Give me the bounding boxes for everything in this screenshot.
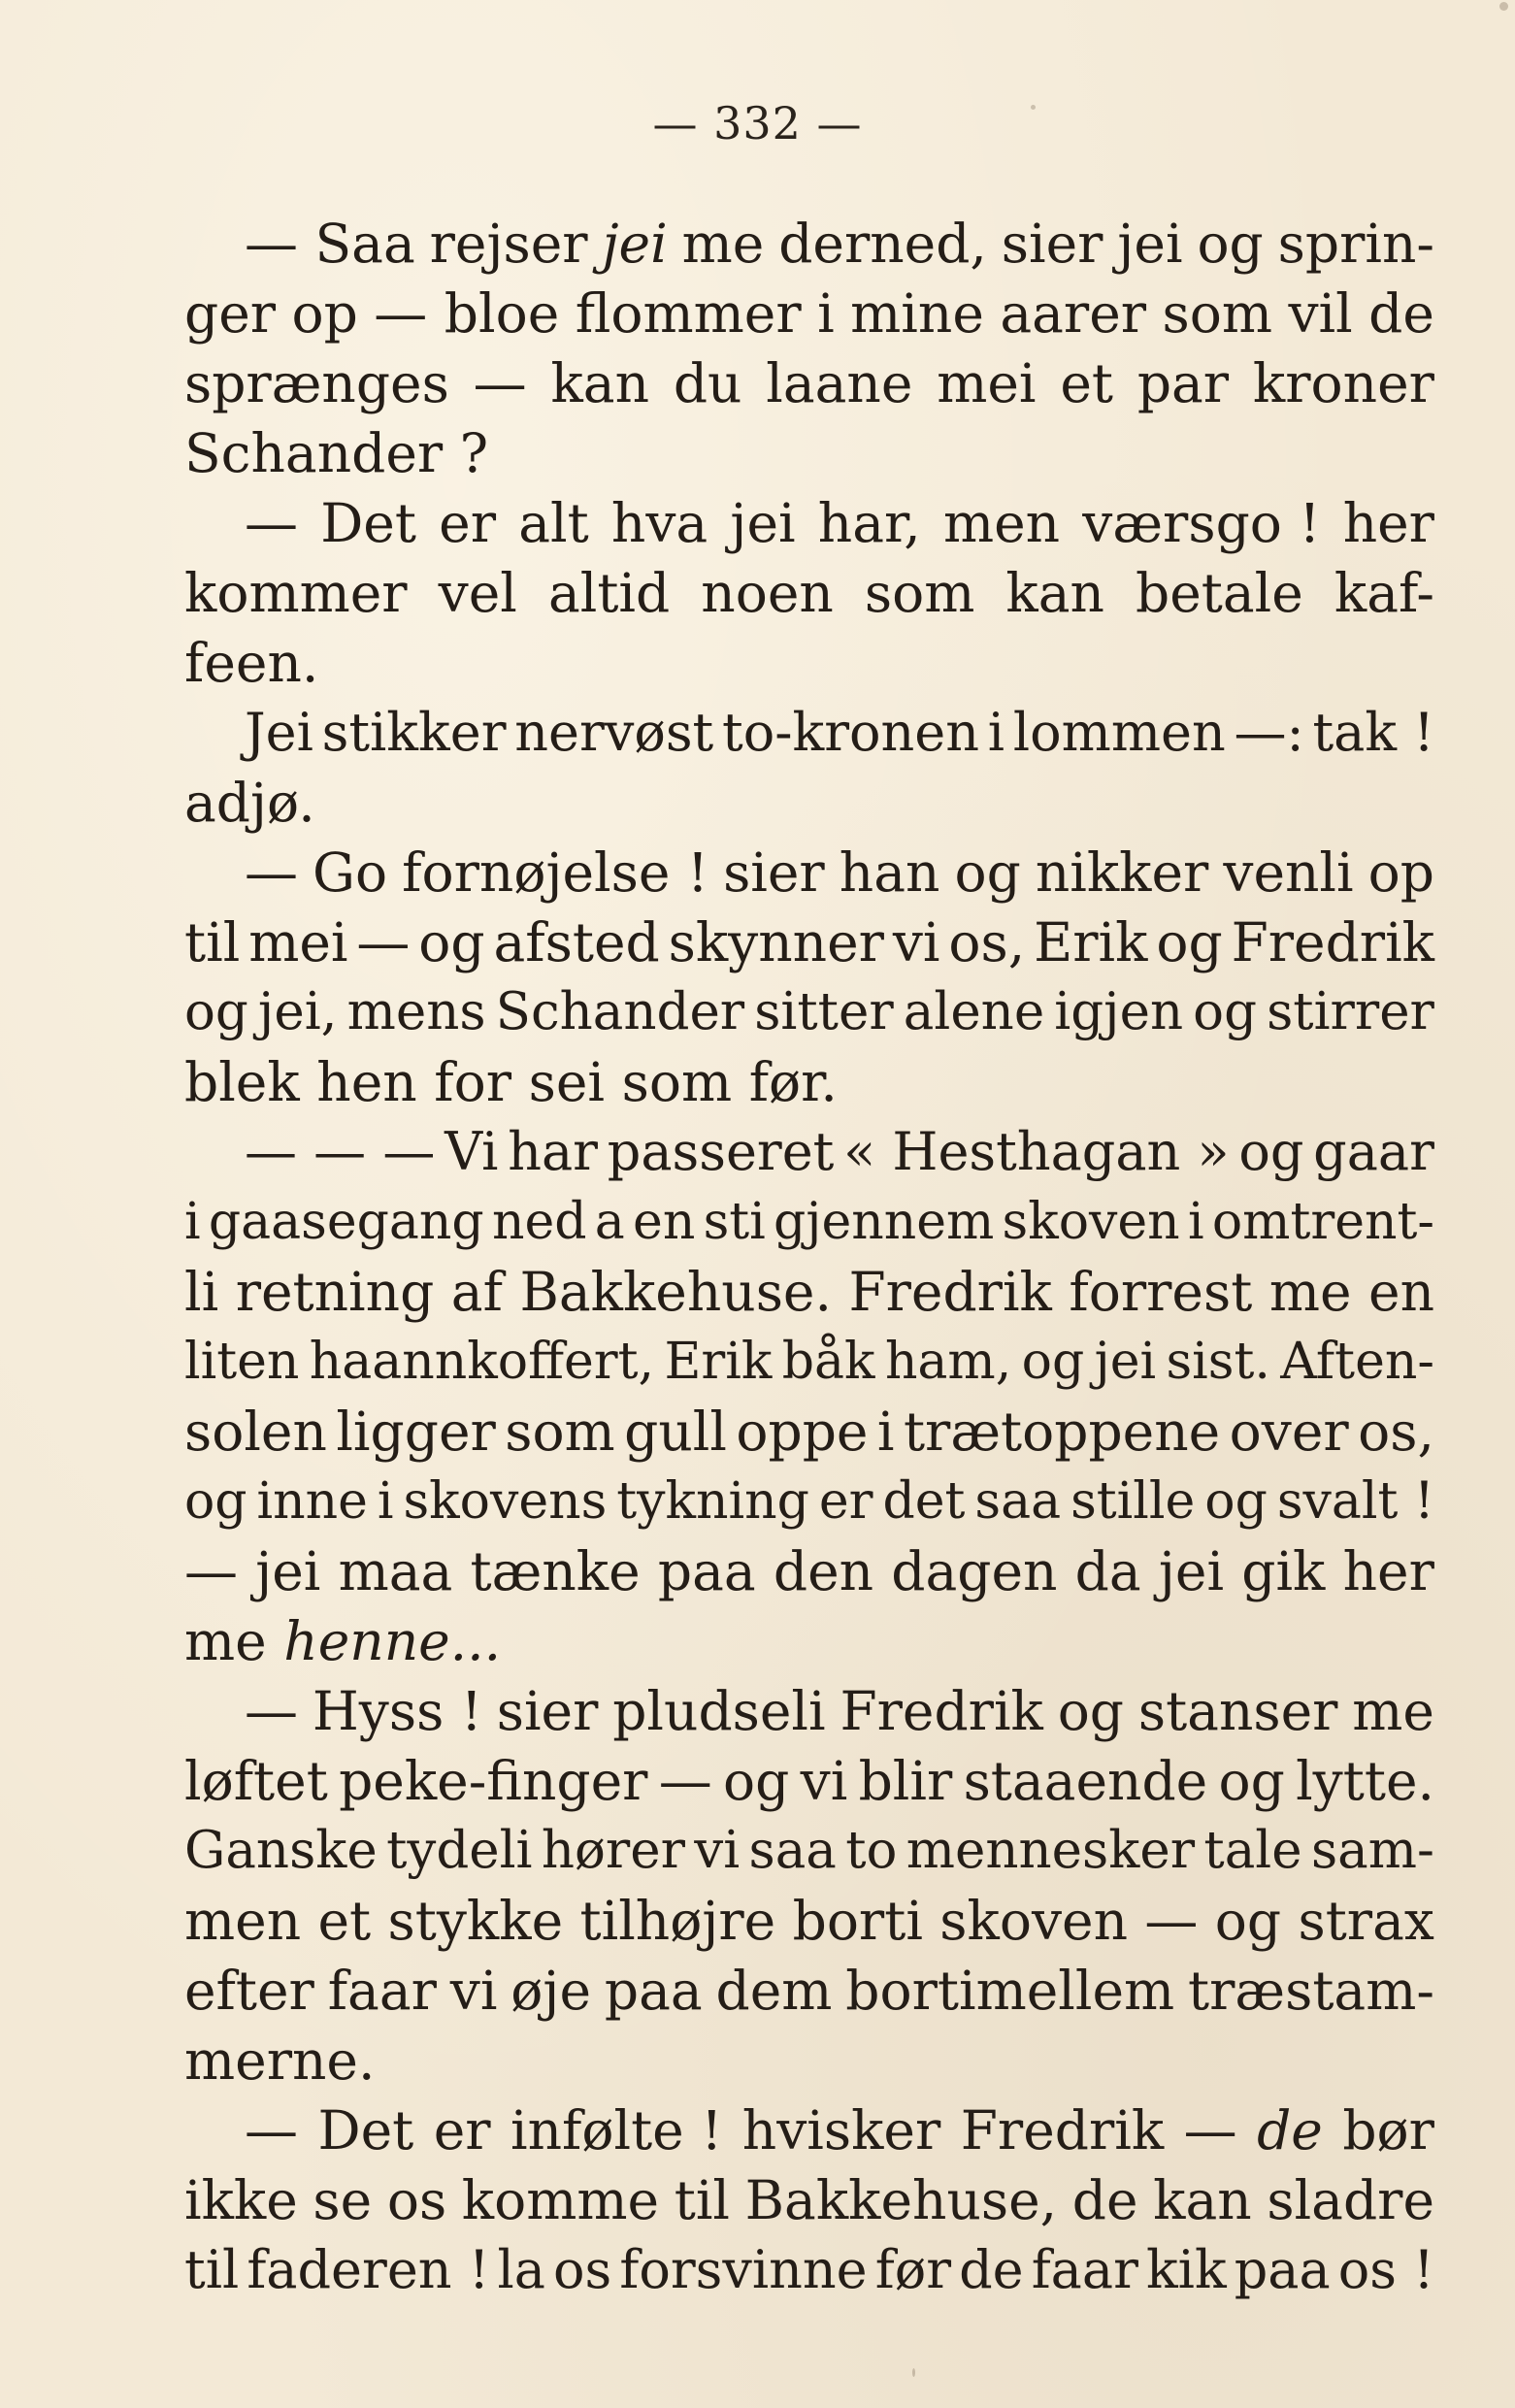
word: da bbox=[1074, 1540, 1141, 1602]
word: dem bbox=[715, 1960, 833, 2022]
word: stanser bbox=[1137, 1680, 1338, 1742]
text-line bbox=[184, 1606, 1434, 1676]
word: — bbox=[1183, 2099, 1237, 2161]
word: ham, bbox=[884, 1333, 1012, 1391]
word: og bbox=[723, 1750, 790, 1812]
word: mine bbox=[850, 282, 984, 345]
word: hen bbox=[316, 1051, 417, 1113]
word: jei bbox=[255, 1540, 321, 1602]
word: — bbox=[245, 841, 298, 904]
text-line bbox=[184, 2165, 1434, 2235]
word: af bbox=[450, 1261, 503, 1323]
word: de bbox=[1368, 282, 1434, 345]
word: vi bbox=[800, 1750, 848, 1812]
word: — bbox=[245, 1680, 298, 1742]
word: derned, bbox=[778, 213, 987, 275]
word: Fredrik bbox=[1231, 911, 1434, 973]
word: Erik bbox=[664, 1333, 773, 1391]
word: som bbox=[1162, 282, 1272, 345]
word: Fredrik bbox=[848, 1261, 1052, 1323]
word: « Hesthagan » bbox=[843, 1121, 1230, 1182]
word: mei bbox=[248, 911, 348, 973]
word: før bbox=[874, 2239, 952, 2300]
text-line bbox=[184, 1257, 1434, 1327]
word: den bbox=[773, 1540, 874, 1602]
word: sitter bbox=[754, 982, 894, 1041]
word: og bbox=[1214, 1890, 1282, 1952]
word: — bbox=[245, 2099, 298, 2161]
word: jei bbox=[1117, 213, 1183, 275]
word: vi bbox=[449, 1960, 498, 2022]
word: fornøjelse ! bbox=[402, 841, 709, 904]
word: par bbox=[1136, 352, 1230, 414]
word: kik bbox=[1145, 2239, 1227, 2300]
word: som bbox=[505, 1401, 615, 1463]
text-line bbox=[184, 838, 1434, 907]
word: båk bbox=[781, 1333, 875, 1391]
word: lytte. bbox=[1296, 1750, 1434, 1812]
word: aarer bbox=[1000, 282, 1147, 345]
word: op bbox=[1367, 841, 1434, 904]
word: en bbox=[1368, 1261, 1434, 1323]
word: —: bbox=[1234, 702, 1304, 763]
text-line bbox=[184, 1327, 1434, 1397]
word: rejser bbox=[429, 213, 588, 275]
word: og bbox=[1021, 1333, 1085, 1391]
word: og bbox=[1204, 1472, 1268, 1531]
word: haannkoffert, bbox=[309, 1333, 655, 1391]
word: os, bbox=[948, 911, 1026, 973]
word: og bbox=[1197, 213, 1264, 275]
word: gjennem bbox=[774, 1193, 995, 1251]
word: pludseli bbox=[612, 1680, 826, 1742]
word: mennesker bbox=[906, 1821, 1196, 1880]
word: Det bbox=[320, 492, 416, 554]
text-line bbox=[184, 2235, 1434, 2305]
word: sprin- bbox=[1277, 213, 1434, 275]
text-line bbox=[184, 1047, 1434, 1117]
word: a bbox=[594, 1193, 625, 1251]
word: sti bbox=[703, 1193, 766, 1251]
word: op bbox=[291, 282, 358, 345]
word: sladre bbox=[1267, 2169, 1434, 2231]
word: forsvinne bbox=[619, 2239, 868, 2300]
word: du bbox=[673, 352, 742, 414]
word: venli bbox=[1223, 841, 1354, 904]
word: — bbox=[184, 1540, 238, 1602]
word: kan bbox=[550, 352, 649, 414]
word: — bbox=[356, 911, 411, 973]
word: Hyss ! bbox=[312, 1680, 482, 1742]
text-line bbox=[184, 1886, 1434, 1956]
word: i bbox=[987, 702, 1005, 763]
word: tale bbox=[1203, 1821, 1302, 1880]
word: passeret bbox=[607, 1121, 835, 1182]
word: jei bbox=[1158, 1540, 1225, 1602]
word: er bbox=[818, 1472, 873, 1531]
word: og bbox=[954, 841, 1021, 904]
word: Jei bbox=[245, 702, 313, 763]
word: kan bbox=[1153, 2169, 1252, 2231]
word: har, bbox=[817, 492, 921, 554]
word: sier bbox=[496, 1680, 599, 1742]
word: omtrent- bbox=[1211, 1193, 1434, 1251]
word: lommen bbox=[1012, 702, 1226, 763]
word: tænke bbox=[470, 1540, 641, 1602]
word: men bbox=[942, 492, 1061, 554]
word: merne. bbox=[184, 2029, 376, 2092]
word: peke-finger bbox=[339, 1750, 648, 1812]
word: me bbox=[184, 1610, 267, 1672]
word: stirrer bbox=[1267, 982, 1434, 1041]
word: solen bbox=[184, 1401, 327, 1463]
word: og bbox=[1057, 1680, 1125, 1742]
word: er bbox=[433, 2099, 491, 2161]
word: Bakkehuse, bbox=[744, 2169, 1058, 2231]
word: sier bbox=[723, 841, 825, 904]
word: — bbox=[473, 352, 527, 414]
word: Bakkehuse. bbox=[519, 1261, 832, 1323]
word: dagen bbox=[891, 1540, 1058, 1602]
word: i bbox=[377, 1472, 394, 1531]
word: vi bbox=[694, 1821, 741, 1880]
word: trætoppene bbox=[903, 1401, 1221, 1463]
word: i bbox=[876, 1401, 895, 1463]
word: for bbox=[434, 1051, 512, 1113]
word: det bbox=[882, 1472, 966, 1531]
word: blek bbox=[184, 1051, 300, 1113]
word: sprænges bbox=[184, 352, 449, 414]
word: jei, bbox=[257, 982, 338, 1041]
word: infølte ! bbox=[510, 2099, 723, 2161]
word: forrest bbox=[1069, 1261, 1253, 1323]
word: me bbox=[681, 213, 765, 275]
word: liten bbox=[184, 1333, 300, 1391]
text-line bbox=[184, 488, 1434, 558]
text-line bbox=[184, 279, 1434, 348]
text-line bbox=[184, 1467, 1434, 1536]
word: gaar bbox=[1313, 1121, 1434, 1182]
word: og bbox=[418, 911, 485, 973]
word: ger bbox=[184, 282, 277, 345]
word: to-kronen bbox=[722, 702, 980, 763]
word: — Saa bbox=[245, 213, 415, 275]
word: betale bbox=[1136, 562, 1303, 624]
word: vil bbox=[1288, 282, 1353, 345]
word: skynner bbox=[668, 911, 884, 973]
word: han bbox=[839, 841, 940, 904]
word: hører bbox=[541, 1821, 685, 1880]
word: de bbox=[1257, 2099, 1323, 2161]
word: nikker bbox=[1035, 841, 1209, 904]
word: og bbox=[184, 982, 248, 1041]
word: til bbox=[184, 911, 241, 973]
word: jei bbox=[730, 492, 796, 554]
word: stykke bbox=[387, 1890, 564, 1952]
text-line bbox=[184, 418, 1434, 488]
text-line bbox=[184, 2095, 1434, 2165]
word: jei bbox=[1094, 1333, 1157, 1391]
text-line bbox=[184, 209, 1434, 279]
word: træstam- bbox=[1188, 1960, 1434, 2022]
word: før. bbox=[748, 1051, 838, 1113]
word: os, bbox=[1358, 1401, 1434, 1463]
word: me bbox=[1268, 1261, 1352, 1323]
word: og bbox=[1238, 1121, 1304, 1182]
word: flommer bbox=[575, 282, 802, 345]
word: li bbox=[184, 1261, 219, 1323]
word: svalt ! bbox=[1276, 1472, 1434, 1531]
text-line bbox=[184, 628, 1434, 698]
word: kan bbox=[1005, 562, 1104, 624]
word: skoven bbox=[1002, 1193, 1180, 1251]
word: saa bbox=[748, 1821, 837, 1880]
word: gull bbox=[624, 1401, 727, 1463]
word: Aften- bbox=[1280, 1333, 1434, 1391]
word: sier bbox=[1001, 213, 1103, 275]
paper-speck bbox=[1499, 2, 1508, 11]
text-line bbox=[184, 1746, 1434, 1816]
word: som bbox=[864, 562, 975, 624]
word: bortimellem bbox=[845, 1960, 1175, 2022]
word: adjø. bbox=[184, 772, 315, 834]
word: sam- bbox=[1310, 1821, 1434, 1880]
word: me bbox=[1352, 1680, 1434, 1742]
text-line bbox=[184, 907, 1434, 977]
word: og bbox=[1193, 982, 1257, 1041]
word: Fredrik bbox=[840, 1680, 1043, 1742]
word: ikke bbox=[184, 2169, 298, 2231]
text-line bbox=[184, 1187, 1434, 1257]
word: borti bbox=[792, 1890, 923, 1952]
word: tydeli bbox=[386, 1821, 533, 1880]
word: gaasegang bbox=[208, 1193, 484, 1251]
word: ligger bbox=[336, 1401, 496, 1463]
text-line bbox=[184, 1956, 1434, 2026]
word: paa bbox=[657, 1540, 756, 1602]
text-line bbox=[184, 348, 1434, 418]
word: har bbox=[508, 1121, 598, 1182]
word: og bbox=[184, 1472, 247, 1531]
body-text bbox=[184, 209, 1434, 2305]
word: jei bbox=[602, 213, 668, 275]
word: stille bbox=[1070, 1472, 1196, 1531]
text-line bbox=[184, 1816, 1434, 1886]
word: vi bbox=[892, 911, 940, 973]
word: strax bbox=[1298, 1890, 1434, 1952]
word: bør bbox=[1342, 2099, 1434, 2161]
word: — bbox=[1144, 1890, 1199, 1952]
text-line bbox=[184, 1117, 1434, 1187]
word: faderen ! bbox=[247, 2239, 490, 2300]
word: blir bbox=[858, 1750, 953, 1812]
word: saa bbox=[974, 1472, 1062, 1531]
word: feen. bbox=[184, 632, 319, 694]
word: et bbox=[1060, 352, 1113, 414]
text-line bbox=[184, 1397, 1434, 1467]
word: Schander ? bbox=[184, 422, 489, 484]
word: hva bbox=[610, 492, 708, 554]
word: alene bbox=[903, 982, 1045, 1041]
word: afsted bbox=[493, 911, 660, 973]
word: ned bbox=[491, 1193, 587, 1251]
word: og bbox=[1218, 1750, 1285, 1812]
text-line bbox=[184, 1536, 1434, 1606]
word: Det bbox=[317, 2099, 414, 2161]
paper-speck bbox=[912, 2368, 915, 2377]
word: kaf- bbox=[1334, 562, 1434, 624]
word: inne bbox=[256, 1472, 368, 1531]
word: Vi bbox=[445, 1121, 499, 1182]
word: tilhøjre bbox=[579, 1890, 776, 1952]
word: tykning bbox=[616, 1472, 809, 1531]
word: os bbox=[553, 2239, 612, 2300]
word: retning bbox=[235, 1261, 435, 1323]
text-line bbox=[184, 1676, 1434, 1746]
word: alt bbox=[518, 492, 589, 554]
word: altid bbox=[547, 562, 671, 624]
word: se bbox=[313, 2169, 373, 2231]
word: i bbox=[1187, 1193, 1204, 1251]
word: staaende bbox=[963, 1750, 1208, 1812]
paper-speck bbox=[1031, 105, 1036, 110]
word: henne... bbox=[283, 1610, 502, 1672]
word: oppe bbox=[736, 1401, 869, 1463]
word: faar bbox=[1031, 2239, 1138, 2300]
word: til bbox=[674, 2169, 731, 2231]
text-line bbox=[184, 2026, 1434, 2095]
word: Erik bbox=[1034, 911, 1148, 973]
word: noen bbox=[701, 562, 834, 624]
word: skovens bbox=[403, 1472, 608, 1531]
word: kroner bbox=[1252, 352, 1434, 414]
text-line bbox=[184, 558, 1434, 628]
word: laane bbox=[766, 352, 913, 414]
word: to bbox=[845, 1821, 898, 1880]
word: efter bbox=[184, 1960, 314, 2022]
word: er bbox=[439, 492, 496, 554]
word: de bbox=[959, 2239, 1024, 2300]
word: — bbox=[245, 492, 298, 554]
word: som bbox=[621, 1051, 733, 1113]
word: komme bbox=[461, 2169, 660, 2231]
word: skoven bbox=[939, 1890, 1129, 1952]
word: en bbox=[633, 1193, 696, 1251]
word: paa bbox=[604, 1960, 703, 2022]
word: kommer bbox=[184, 562, 408, 624]
word: hvisker bbox=[741, 2099, 941, 2161]
word: Fredrik bbox=[960, 2099, 1165, 2161]
word: Schander bbox=[495, 982, 745, 1041]
text-line bbox=[184, 698, 1434, 768]
word: — bloe bbox=[374, 282, 560, 345]
word: gik bbox=[1241, 1540, 1326, 1602]
word: øje bbox=[510, 1960, 592, 2022]
word: igjen bbox=[1054, 982, 1184, 1041]
page-number: — 332 — bbox=[652, 97, 863, 149]
word: i bbox=[184, 1193, 201, 1251]
word: maa bbox=[338, 1540, 453, 1602]
word: de bbox=[1071, 2169, 1138, 2231]
word: stikker bbox=[321, 702, 507, 763]
word: værsgo ! bbox=[1082, 492, 1321, 554]
word: i bbox=[817, 282, 835, 345]
word: paa bbox=[1234, 2239, 1331, 2300]
word: et bbox=[317, 1890, 372, 1952]
word: her bbox=[1342, 492, 1434, 554]
word: os bbox=[386, 2169, 447, 2231]
word: — bbox=[658, 1750, 712, 1812]
word: vel bbox=[438, 562, 517, 624]
word: mens bbox=[346, 982, 486, 1041]
text-line bbox=[184, 977, 1434, 1047]
word: faar bbox=[327, 1960, 437, 2022]
word: over bbox=[1229, 1401, 1349, 1463]
text-line bbox=[184, 768, 1434, 838]
word: — — — bbox=[245, 1121, 436, 1182]
word: til bbox=[184, 2239, 240, 2300]
word: sei bbox=[528, 1051, 606, 1113]
word: tak ! bbox=[1312, 702, 1434, 763]
word: mei bbox=[937, 352, 1037, 414]
word: her bbox=[1342, 1540, 1434, 1602]
word: men bbox=[184, 1890, 302, 1952]
word: os ! bbox=[1337, 2239, 1434, 2300]
word: Go bbox=[313, 841, 388, 904]
word: nervøst bbox=[514, 702, 714, 763]
word: la bbox=[497, 2239, 545, 2300]
word: sist. bbox=[1166, 1333, 1270, 1391]
word: Ganske bbox=[184, 1821, 378, 1880]
word: og bbox=[1156, 911, 1223, 973]
word: løftet bbox=[184, 1750, 328, 1812]
